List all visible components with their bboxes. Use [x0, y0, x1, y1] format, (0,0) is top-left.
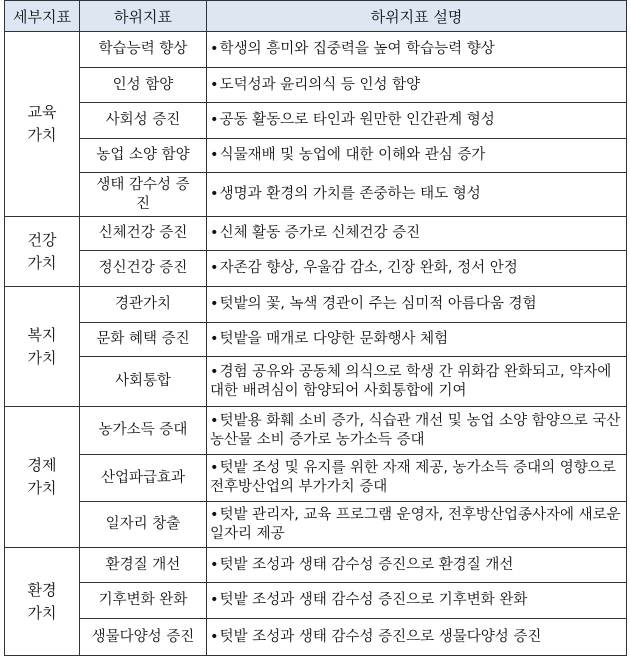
table-row	[5, 357, 627, 407]
description-cell	[207, 407, 627, 455]
subindicator-cell: 신체건강 증진	[80, 217, 207, 251]
description-cell	[207, 217, 627, 251]
bullet-icon: •	[210, 296, 219, 312]
subindicator-cell: 농업 소양 함양	[80, 139, 207, 173]
bullet-icon: •	[210, 628, 219, 645]
bullet-icon: •	[210, 363, 219, 380]
description-text: 텃밭 조성과 생태 감수성 증진으로 생물다양성 증진	[219, 628, 542, 645]
table-row	[5, 287, 627, 323]
description-cell	[207, 583, 627, 619]
table-row	[5, 68, 627, 103]
category-label: 복지 가치	[27, 325, 57, 367]
description-text: 텃밭 관리자, 교육 프로그램 운영자, 전후방산업종사자에 새로운 일자리 제공	[210, 506, 621, 542]
description-cell	[207, 323, 627, 357]
subindicator-cell: 일자리 창출	[80, 502, 207, 548]
category-label: 교육 가치	[27, 103, 57, 144]
description-text: 텃밭 조성과 생태 감수성 증진으로 기후변화 완화	[219, 592, 528, 608]
table-row	[5, 217, 627, 251]
description-text: 자존감 향상, 우울감 감소, 긴장 완화, 정서 안정	[219, 260, 518, 276]
header-description: 하위지표 설명	[207, 1, 627, 32]
bullet-icon: •	[210, 556, 219, 573]
description-cell	[207, 357, 627, 407]
category-cell	[5, 217, 80, 287]
subindicator-cell: 농가소득 증대	[80, 407, 207, 455]
category-cell	[5, 407, 80, 548]
subindicator-cell: 정신건강 증진	[80, 251, 207, 287]
description-text: 학생의 흥미와 집중력을 높여 학습능력 향상	[219, 41, 495, 57]
category-cell	[5, 287, 80, 407]
description-text: 신체 활동 증가로 신체건강 증진	[219, 225, 421, 241]
description-cell	[207, 139, 627, 173]
bullet-icon: •	[210, 331, 219, 347]
subindicator-cell: 산업파급효과	[80, 455, 207, 502]
bullet-icon: •	[210, 225, 219, 241]
description-cell	[207, 32, 627, 68]
description-cell	[207, 251, 627, 287]
category-cell	[5, 32, 80, 217]
description-text: 생명과 환경의 가치를 존중하는 태도 형성	[219, 186, 481, 202]
subindicator-cell: 사회성 증진	[80, 103, 207, 139]
bullet-icon: •	[210, 186, 219, 202]
description-cell	[207, 173, 627, 217]
header-category: 세부지표	[5, 1, 80, 32]
table-header-row	[5, 1, 627, 32]
bullet-icon: •	[210, 592, 219, 608]
description-text: 공동 활동으로 타인과 원만한 인간관계 형성	[219, 112, 495, 128]
bullet-icon: •	[210, 412, 219, 429]
subindicator-cell: 사회통합	[80, 357, 207, 407]
table-row	[5, 583, 627, 619]
bullet-icon: •	[210, 41, 219, 57]
subindicator-cell: 경관가치	[80, 287, 207, 323]
description-cell	[207, 548, 627, 583]
header-subindicator: 하위지표	[80, 1, 207, 32]
subindicator-cell: 인성 함양	[80, 68, 207, 103]
table-row	[5, 548, 627, 583]
bullet-icon: •	[210, 76, 219, 93]
description-text: 텃밭의 꽃, 녹색 경관이 주는 심미적 아름다움 경험	[219, 296, 537, 312]
subindicator-cell: 기후변화 완화	[80, 583, 207, 619]
description-cell	[207, 455, 627, 502]
description-cell	[207, 287, 627, 323]
table-row	[5, 103, 627, 139]
table-row	[5, 323, 627, 357]
table-row	[5, 455, 627, 502]
table-row	[5, 502, 627, 548]
description-text: 식물재배 및 농업에 대한 이해와 관심 증가	[219, 147, 486, 163]
bullet-icon: •	[210, 506, 219, 523]
table-row	[5, 251, 627, 287]
description-text: 텃밭용 화훼 소비 증가, 식습관 개선 및 농업 소양 함양으로 국산 농산물 소비 증가로 농가소득 증대	[210, 412, 621, 448]
category-label: 건강 가치	[27, 230, 57, 272]
subindicator-cell: 문화 혜택 증진	[80, 323, 207, 357]
category-cell	[5, 548, 80, 656]
description-cell	[207, 502, 627, 548]
description-text: 텃밭 조성 및 유지를 위한 자재 제공, 농가소득 증대의 영향으로 전후방산업의 부가가치 증대	[210, 460, 616, 495]
description-cell	[207, 103, 627, 139]
description-cell	[207, 68, 627, 103]
category-label: 경제 가치	[27, 456, 57, 497]
table-row	[5, 139, 627, 173]
table-row	[5, 407, 627, 455]
table-row	[5, 32, 627, 68]
subindicator-cell	[80, 173, 207, 217]
category-label: 환경 가치	[27, 580, 57, 622]
bullet-icon: •	[210, 460, 219, 476]
subindicator-cell: 환경질 개선	[80, 548, 207, 583]
bullet-icon: •	[210, 147, 219, 163]
subindicator-cell: 학습능력 향상	[80, 32, 207, 68]
bullet-icon: •	[210, 260, 219, 276]
bullet-icon: •	[210, 112, 219, 128]
description-text: 텃밭 조성과 생태 감수성 증진으로 환경질 개선	[219, 556, 514, 573]
subindicator-cell: 생물다양성 증진	[80, 619, 207, 656]
description-text: 텃밭을 매개로 다양한 문화행사 체험	[219, 331, 449, 347]
description-text: 경험 공유와 공동체 의식으로 학생 간 위화감 완화되고, 약자에 대한 배려심이 함양되어 사회통합에 기여	[210, 363, 612, 399]
table-row	[5, 173, 627, 217]
subindicator-text: 생태 감수성 증진	[96, 176, 190, 212]
indicator-table	[4, 0, 627, 656]
description-text: 도덕성과 윤리의식 등 인성 함양	[219, 76, 421, 93]
